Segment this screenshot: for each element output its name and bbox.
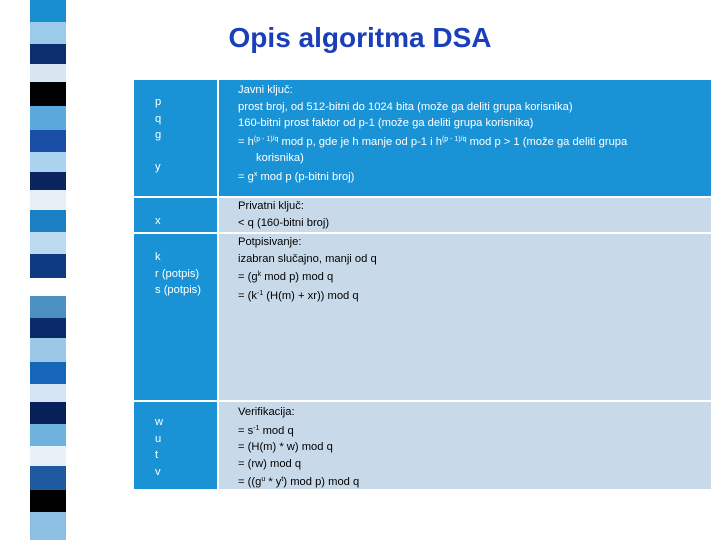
signing-heading: Potpisivanje: [238, 236, 302, 248]
dsa-table [134, 80, 711, 489]
k-description: izabran slučajno, manji od q [238, 252, 377, 265]
p-description: prost broj, od 512-bitni do 1024 bita (može ga deliti grupa korisnika) [238, 100, 573, 113]
verification-vars [134, 402, 217, 489]
public-key-vars [134, 80, 217, 196]
var-y: y [155, 160, 161, 173]
private-key-block [219, 198, 711, 232]
var-p: p [155, 96, 162, 108]
var-u: u [155, 432, 162, 445]
signing-vars [134, 234, 217, 400]
q-description: 160-bitni prost faktor od p-1 (može ga deliti grupa korisnika) [238, 117, 534, 129]
verification-block [219, 402, 711, 489]
s-formula: = ($k^{-1}$ (H(m) + xr)) mod q [238, 289, 359, 302]
page-title: Opis algoritma DSA [228, 22, 492, 53]
private-key-heading: Privatni ključ: [238, 200, 304, 212]
x-description: < q (160-bitni broj) [238, 216, 330, 229]
public-key-heading: Javni ključ: [238, 84, 293, 96]
public-key-block [219, 80, 711, 196]
g-description: = $h^{(p - 1)/q}$ mod p, gde je h manje od p-1 i $h^{(p - 1)/q}$ mod p > 1 (može ga deliti grupa [238, 135, 628, 148]
u-formula: = (H(m) * w) mod q [238, 441, 333, 453]
verification-heading: Verifikacija: [238, 406, 295, 418]
var-s: s (potpis) [155, 284, 202, 296]
var-r: r (potpis) [155, 267, 200, 280]
g-description-cont: korisnika) [256, 152, 304, 164]
private-key-vars [134, 198, 217, 232]
w-formula: = $s^{-1}$ mod q [238, 424, 294, 437]
var-t: t [155, 449, 159, 461]
y-description: = $g^x$ mod p (p-bitni broj) [238, 170, 355, 183]
var-q: q [155, 112, 162, 125]
var-w: w [155, 416, 164, 428]
decorative-mosaic-strip [30, 0, 66, 540]
t-formula: = (rw) mod q [238, 457, 302, 470]
var-x: x [155, 215, 161, 227]
var-v: v [155, 465, 161, 478]
var-g: g [155, 129, 162, 141]
signing-block [219, 234, 711, 400]
v-formula: = ($(g^u * y^t)$ mod p) mod q [238, 476, 360, 488]
r-formula: = ($g^k$ mod p) mod q [238, 271, 334, 283]
var-k: k [155, 251, 161, 263]
